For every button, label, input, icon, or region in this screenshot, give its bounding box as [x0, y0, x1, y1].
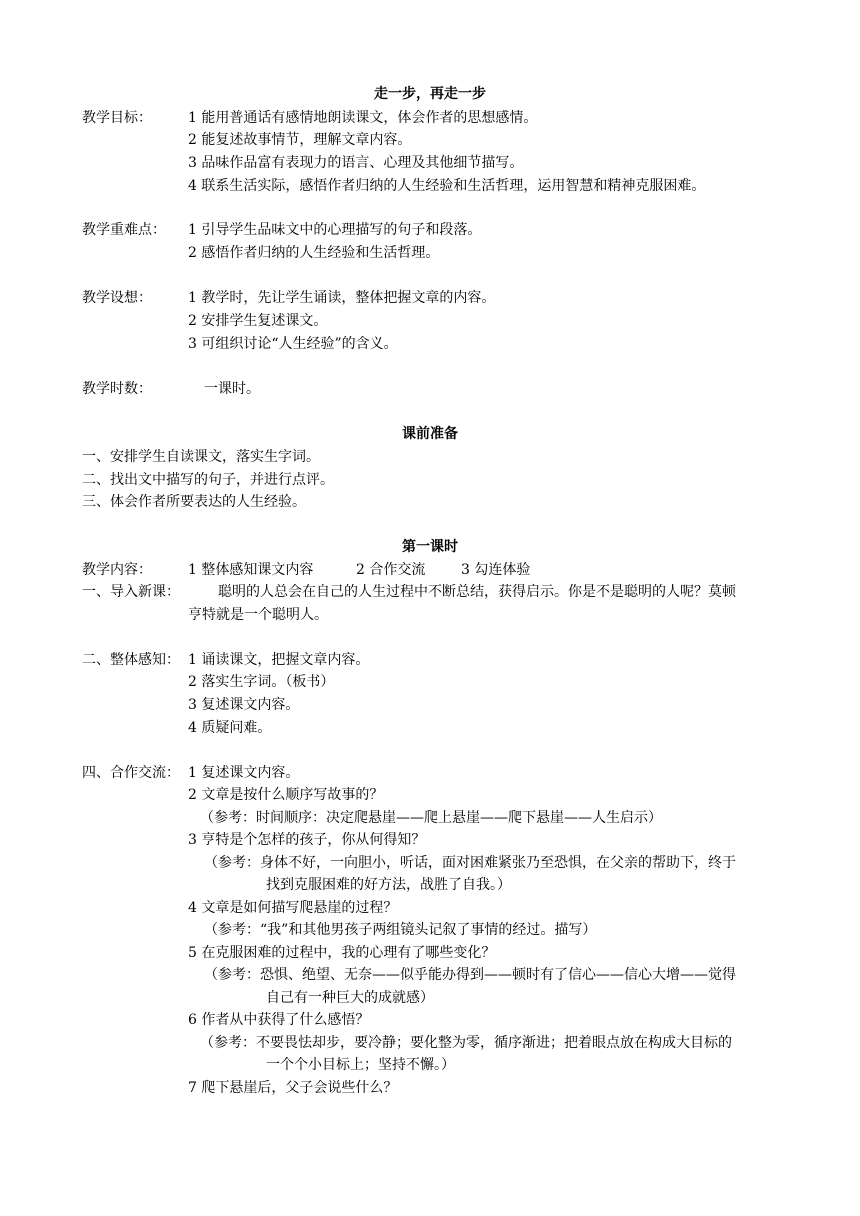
coop-question: 6 作者从中获得了什么感悟？ [188, 1012, 370, 1028]
hours-value: 一课时。 [204, 381, 260, 397]
perceive-label: 二、整体感知： [82, 652, 180, 668]
key-point-item: 2 感悟作者归纳的人生经验和生活哲理。 [188, 245, 440, 261]
content-item: 1 整体感知课文内容 [188, 562, 314, 578]
lesson1-heading: 第一课时 [402, 539, 458, 555]
design-item: 3 可组织讨论“人生经验”的含义。 [188, 336, 398, 352]
design-item: 1 教学时，先让学生诵读，整体把握文章的内容。 [188, 290, 496, 306]
perceive-item: 2 落实生字词。（板书） [188, 674, 335, 690]
objectives-label: 教学目标： [82, 110, 152, 126]
intro-text: 亨特就是一个聪明人。 [188, 607, 328, 623]
key-points-label: 教学重难点： [82, 222, 166, 238]
coop-reference: （参考：“我”和其他男孩子两组镜头记叙了事情的经过。描写） [204, 922, 597, 938]
coop-reference: 自己有一种巨大的成就感） [266, 990, 434, 1006]
coop-question: 1 复述课文内容。 [188, 765, 300, 781]
objective-item: 4 联系生活实际，感悟作者归纳的人生经验和生活哲理，运用智慧和精神克服困难。 [188, 178, 706, 194]
key-point-item: 1 引导学生品味文中的心理描写的句子和段落。 [188, 222, 482, 238]
coop-label: 四、合作交流： [82, 765, 180, 781]
hours-label: 教学时数： [82, 381, 152, 397]
coop-reference: 找到克服困难的好方法，战胜了自我。） [266, 877, 511, 893]
prep-item: 一、安排学生自读课文，落实生字词。 [82, 449, 320, 465]
perceive-item: 4 质疑问难。 [188, 720, 272, 736]
document-title: 走一步，再走一步 [374, 86, 486, 102]
objective-item: 1 能用普通话有感情地朗读课文，体会作者的思想感情。 [188, 110, 538, 126]
coop-reference: （参考：身体不好，一向胆小，听话，面对困难紧张乃至恐惧，在父亲的帮助下，终于 [204, 855, 736, 871]
coop-reference: （参考：时间顺序：决定爬悬崖——爬上悬崖——爬下悬崖——人生启示） [200, 810, 662, 826]
intro-text: 聪明的人总会在自己的人生过程中不断总结，获得启示。你是不是聪明的人呢？莫顿 [218, 584, 736, 600]
coop-reference: （参考：恐惧、绝望、无奈——似乎能办得到——顿时有了信心——信心大增——觉得 [204, 967, 736, 983]
prep-heading: 课前准备 [402, 426, 458, 442]
coop-question: 4 文章是如何描写爬悬崖的过程？ [188, 900, 398, 916]
design-item: 2 安排学生复述课文。 [188, 313, 328, 329]
prep-item: 二、找出文中描写的句子，并进行点评。 [82, 472, 334, 488]
content-label: 教学内容： [82, 562, 152, 578]
perceive-item: 1 诵读课文，把握文章内容。 [188, 652, 370, 668]
perceive-item: 3 复述课文内容。 [188, 697, 300, 713]
coop-question: 7 爬下悬崖后，父子会说些什么？ [188, 1080, 398, 1096]
coop-question: 2 文章是按什么顺序写故事的？ [188, 787, 384, 803]
coop-reference: 一个个小目标上；坚持不懈。） [266, 1057, 455, 1073]
objective-item: 2 能复述故事情节，理解文章内容。 [188, 132, 412, 148]
prep-item: 三、体会作者所要表达的人生经验。 [82, 494, 306, 510]
coop-question: 5 在克服困难的过程中，我的心理有了哪些变化？ [188, 945, 496, 961]
objective-item: 3 品味作品富有表现力的语言、心理及其他细节描写。 [188, 155, 524, 171]
content-item: 2 合作交流 [356, 562, 426, 578]
content-item: 3 勾连体验 [461, 562, 531, 578]
intro-label: 一、导入新课： [82, 584, 180, 600]
coop-question: 3 亨特是个怎样的孩子，你从何得知？ [188, 832, 426, 848]
design-label: 教学设想： [82, 290, 152, 306]
coop-reference: （参考：不要畏怯却步，要冷静；要化整为零，循序渐进；把着眼点放在构成大目标的 [200, 1035, 732, 1051]
